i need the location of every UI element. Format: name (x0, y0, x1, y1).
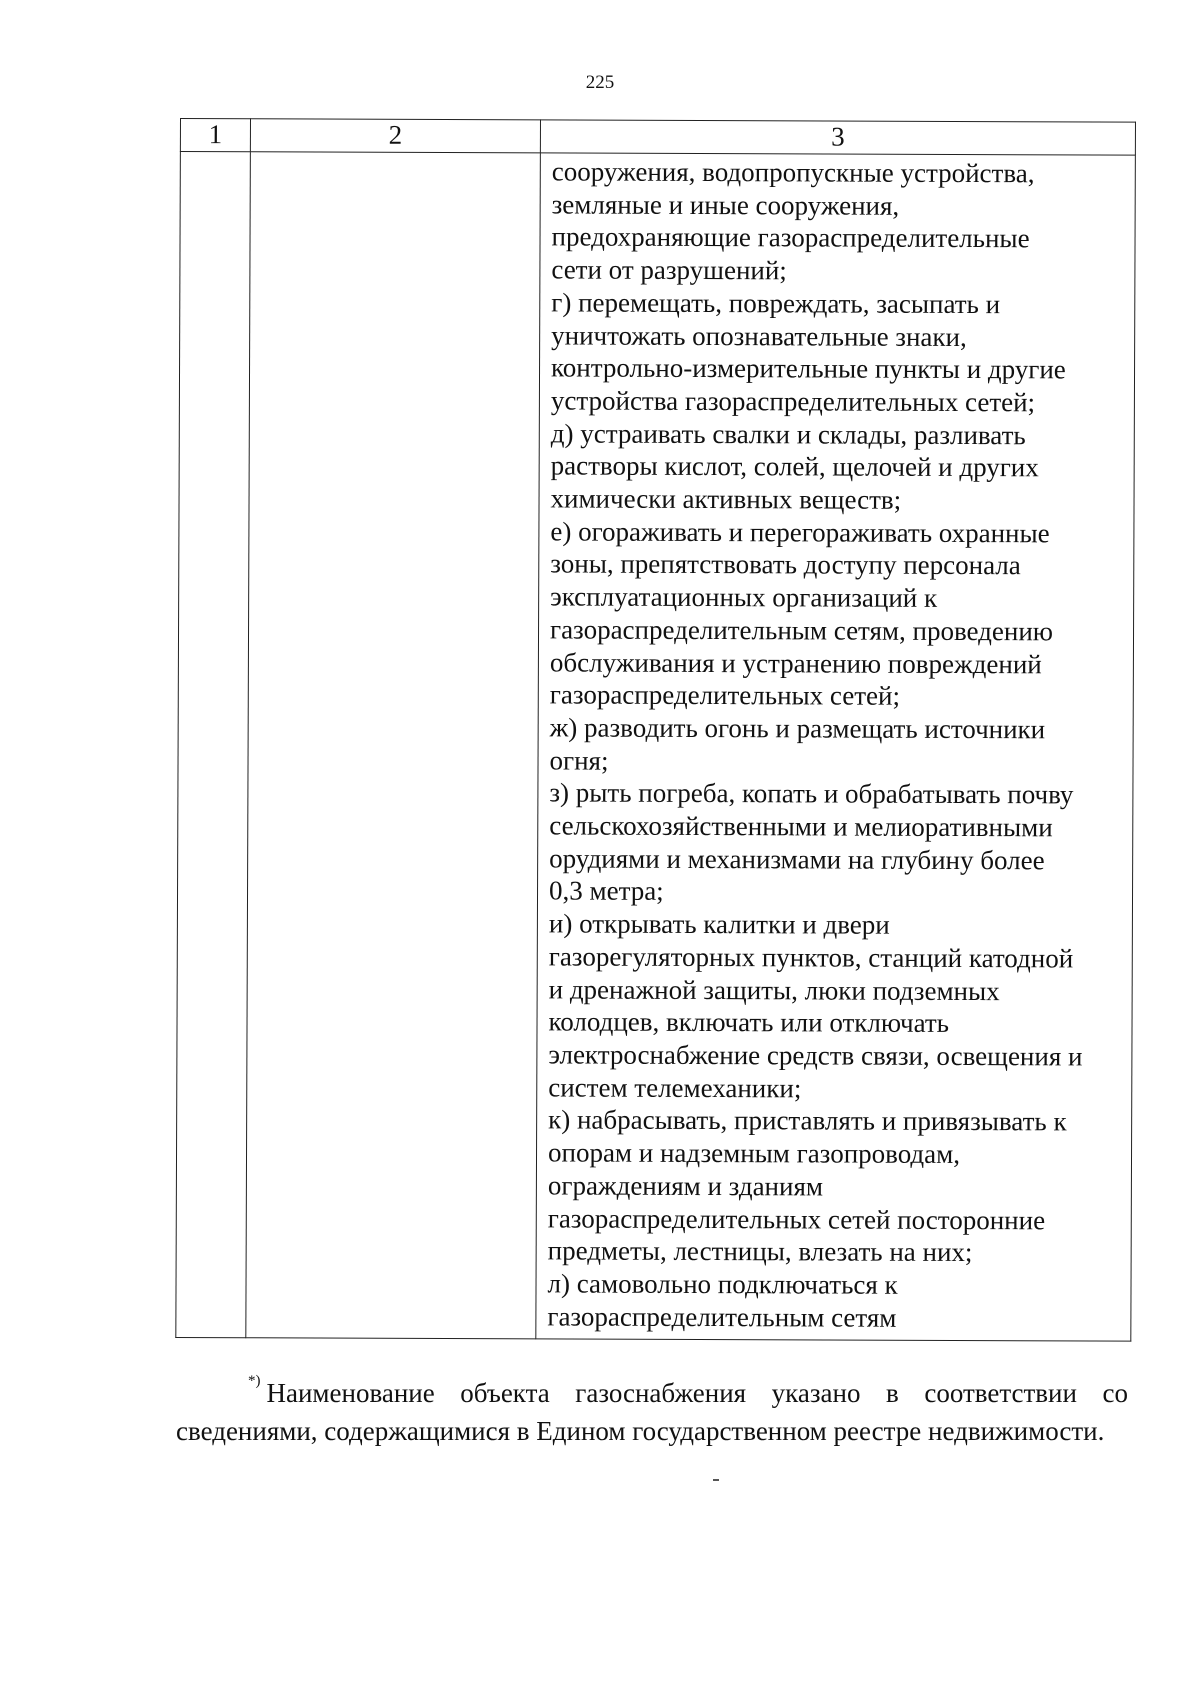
table-cell-col3 (536, 153, 1136, 1341)
footnote-marker: *) (248, 1373, 261, 1389)
page-number: 225 (585, 72, 615, 93)
footnote (176, 1374, 1128, 1450)
table-header-row (180, 119, 1135, 156)
column-header-2: 2 (250, 119, 540, 153)
footnote-text: Наименование объекта газоснабжения указано в соответствии со сведениями, содержащимися в Едином государственном реестре недвижимости. (176, 1378, 1128, 1446)
scan-artifact-mark (713, 1479, 719, 1481)
table-cell-col1 (176, 152, 251, 1338)
document-table (175, 118, 1136, 1342)
table-row (176, 152, 1136, 1342)
column-header-3: 3 (540, 120, 1135, 155)
restrictions-text: сооружения, водопропускные устройства, земляные и иные сооружения, предохраняющие газораспределительные сети от разрушений; г) перемещать, повреждать, засыпать и уничтожать опознавательные знаки, контрольно-измерительные пункты и другие устройства газораспределительных сетей; д) устраивать свалки и склады, разливать растворы кислот, солей, щелочей и других химически активных веществ; е) огораживать и перегораживать охранные зоны, препятствовать доступу персонала эксплуатационных организаций к газораспределительным сетям, проведению обслуживания и устранению повреждений газораспределительных сетей; ж) разводить огонь и размещать источники огня; з) рыть погреба, копать и обрабатывать почву сельскохозяйственными и мелиоративными орудиями и механизмами на глубину более 0,3 метра; и) открывать калитки и двери газорегуляторных пунктов, станций катодной и дренажной защиты, люки подземных колодцев, включать или отключать электроснабжение средств связи, освещения и систем телемеханики; к) набрасывать, приставлять и привязывать к опорам и надземным газопроводам, ограждениям и зданиям газораспределительных сетей посторонние предметы, лестницы, влезать на них; л) самовольно подключаться к газораспределительным сетям (547, 156, 1083, 1333)
table-cell-col2 (246, 152, 541, 1339)
column-header-1: 1 (180, 119, 250, 152)
